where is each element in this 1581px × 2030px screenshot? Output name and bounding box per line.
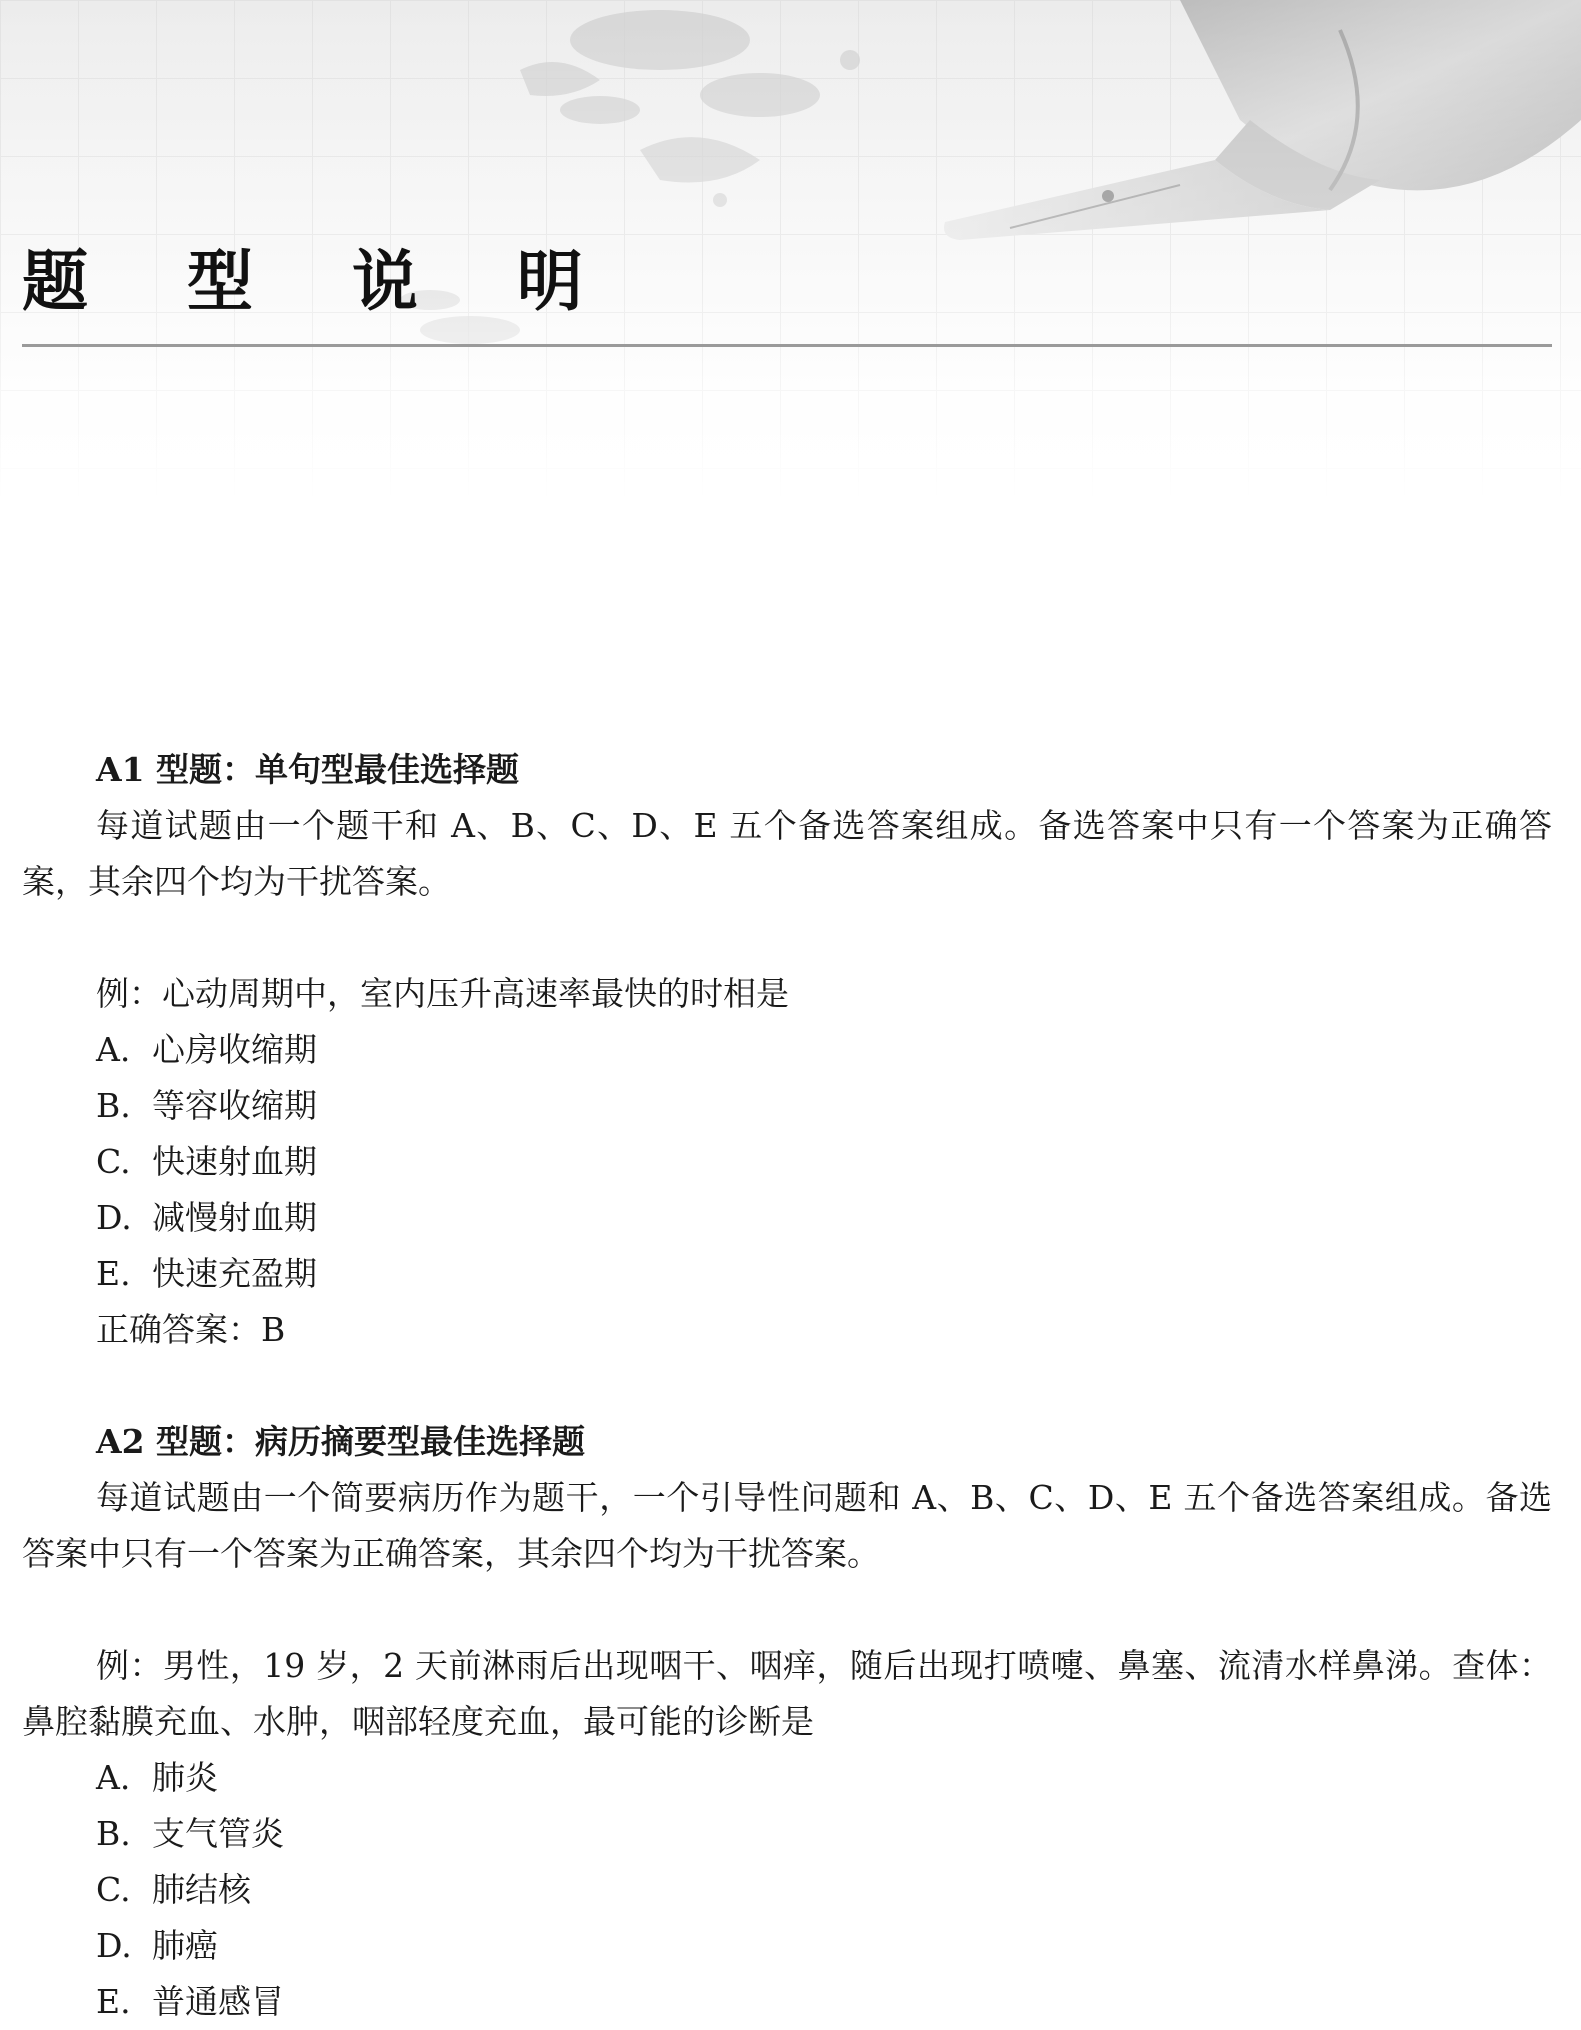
option-text: 肺结核: [152, 1870, 251, 1909]
option-letter: D.: [96, 1198, 132, 1237]
option-item: [22, 1246, 1552, 1302]
option-text: 肺炎: [152, 1758, 218, 1797]
section-heading: A2 型题：病历摘要型最佳选择题: [96, 1422, 586, 1461]
option-letter: D.: [96, 1926, 132, 1965]
option-item: [22, 1918, 1552, 1974]
option-text: 减慢射血期: [152, 1198, 317, 1237]
section-description: 每道试题由一个题干和 A、B、C、D、E 五个备选答案组成。备选答案中只有一个答案为正确答案，其余四个均为干扰答案。: [22, 806, 1552, 901]
section-a1: [22, 742, 1552, 1358]
example-question: 例：男性，19 岁，2 天前淋雨后出现咽干、咽痒，随后出现打喷嚏、鼻塞、流清水样鼻涕。查体：鼻腔黏膜充血、水肿，咽部轻度充血，最可能的诊断是: [22, 1646, 1552, 1741]
option-item: [22, 1134, 1552, 1190]
option-text: 肺癌: [152, 1926, 218, 1965]
option-letter: A.: [96, 1758, 131, 1797]
option-list: [22, 1022, 1552, 1302]
option-text: 心房收缩期: [152, 1030, 317, 1069]
example-question: 例：心动周期中，室内压升高速率最快的时相是: [96, 974, 789, 1013]
option-item: [22, 1806, 1552, 1862]
option-text: 支气管炎: [152, 1814, 284, 1853]
page-title: 题 型 说 明: [22, 243, 621, 320]
title-divider: [22, 344, 1552, 347]
option-item: [22, 1022, 1552, 1078]
option-item: [22, 1750, 1552, 1806]
option-letter: C.: [96, 1870, 131, 1909]
option-text: 普通感冒: [152, 1982, 284, 2021]
option-letter: B.: [96, 1814, 131, 1853]
option-item: [22, 1862, 1552, 1918]
section-description: 每道试题由一个简要病历作为题干，一个引导性问题和 A、B、C、D、E 五个备选答案组成。备选答案中只有一个答案为正确答案，其余四个均为干扰答案。: [22, 1478, 1552, 1573]
option-letter: A.: [96, 1030, 131, 1069]
main-content: [22, 742, 1552, 2030]
correct-answer: 正确答案：B: [96, 1310, 286, 1349]
option-text: 快速射血期: [152, 1142, 317, 1181]
option-item: [22, 1078, 1552, 1134]
option-list: [22, 1750, 1552, 2030]
section-heading: A1 型题：单句型最佳选择题: [96, 750, 520, 789]
option-letter: B.: [96, 1086, 131, 1125]
option-text: 快速充盈期: [152, 1254, 317, 1293]
option-item: [22, 1190, 1552, 1246]
option-letter: C.: [96, 1142, 131, 1181]
option-letter: E.: [96, 1254, 131, 1293]
option-letter: E.: [96, 1982, 131, 2021]
option-item: [22, 1974, 1552, 2030]
section-a2: [22, 1414, 1552, 2030]
option-text: 等容收缩期: [152, 1086, 317, 1125]
